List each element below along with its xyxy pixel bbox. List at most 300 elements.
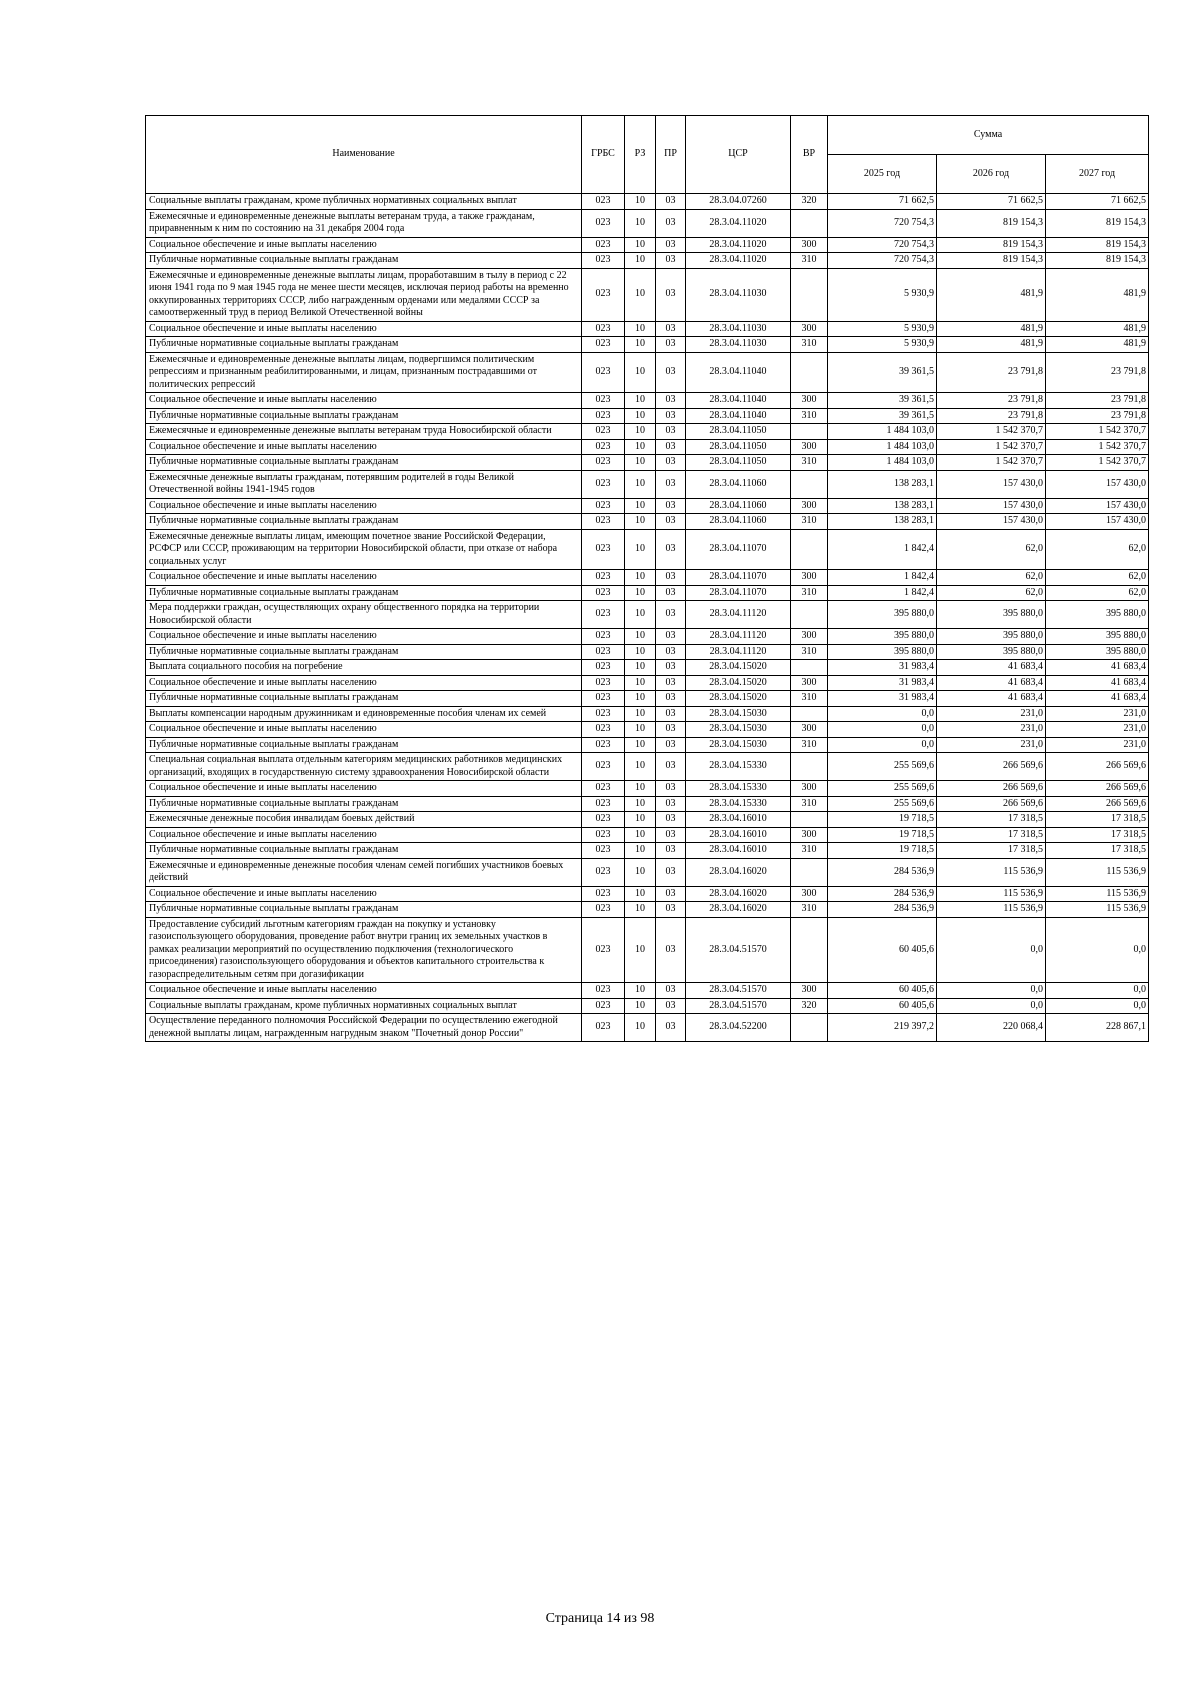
header-year-2026: 2026 год [937,155,1046,194]
row-pr-cell: 03 [656,321,686,337]
table-body [146,194,1149,1042]
row-name-cell: Ежемесячные и единовременные денежные выплаты ветеранам труда Новосибирской области [146,424,582,440]
row-amount-2025: 5 930,9 [828,321,937,337]
row-amount-2026: 266 569,6 [937,753,1046,781]
header-pr: ПР [656,116,686,194]
row-csr-cell: 28.3.04.15030 [686,706,791,722]
row-pr-cell: 03 [656,455,686,471]
row-vr-cell: 300 [791,498,828,514]
row-grbs-cell: 023 [582,439,625,455]
header-vr: ВР [791,116,828,194]
row-rz-cell: 10 [625,601,656,629]
row-amount-2027: 115 536,9 [1046,886,1149,902]
row-amount-2027: 41 683,4 [1046,691,1149,707]
table-row [146,886,1149,902]
row-csr-cell: 28.3.04.07260 [686,194,791,210]
row-pr-cell: 03 [656,498,686,514]
row-rz-cell: 10 [625,585,656,601]
row-rz-cell: 10 [625,393,656,409]
row-rz-cell: 10 [625,753,656,781]
row-vr-cell: 310 [791,337,828,353]
row-pr-cell: 03 [656,439,686,455]
row-csr-cell: 28.3.04.11030 [686,268,791,321]
row-amount-2026: 395 880,0 [937,601,1046,629]
row-pr-cell: 03 [656,629,686,645]
row-amount-2026: 231,0 [937,737,1046,753]
row-csr-cell: 28.3.04.15030 [686,722,791,738]
row-name-cell: Социальное обеспечение и иные выплаты населению [146,321,582,337]
row-rz-cell: 10 [625,781,656,797]
row-pr-cell: 03 [656,858,686,886]
row-rz-cell: 10 [625,194,656,210]
row-grbs-cell: 023 [582,722,625,738]
row-vr-cell [791,424,828,440]
row-name-cell: Социальное обеспечение и иные выплаты населению [146,629,582,645]
row-amount-2027: 62,0 [1046,585,1149,601]
row-rz-cell: 10 [625,691,656,707]
row-amount-2025: 255 569,6 [828,753,937,781]
row-csr-cell: 28.3.04.11020 [686,253,791,269]
row-csr-cell: 28.3.04.15020 [686,675,791,691]
row-amount-2025: 60 405,6 [828,917,937,983]
row-csr-cell: 28.3.04.11120 [686,644,791,660]
row-csr-cell: 28.3.04.51570 [686,998,791,1014]
row-amount-2026: 17 318,5 [937,843,1046,859]
row-amount-2025: 0,0 [828,737,937,753]
row-amount-2025: 39 361,5 [828,352,937,393]
row-amount-2027: 395 880,0 [1046,629,1149,645]
row-vr-cell: 300 [791,439,828,455]
row-grbs-cell: 023 [582,737,625,753]
table-row [146,827,1149,843]
row-amount-2025: 5 930,9 [828,337,937,353]
row-name-cell: Публичные нормативные социальные выплаты гражданам [146,337,582,353]
row-amount-2025: 0,0 [828,706,937,722]
row-name-cell: Ежемесячные денежные выплаты лицам, имеющим почетное звание Российской Федерации, РСФСР или СССР, проживающим на территории Новосибирской области, при отказе от набора социальных услуг [146,529,582,570]
row-grbs-cell: 023 [582,209,625,237]
row-csr-cell: 28.3.04.51570 [686,917,791,983]
row-grbs-cell: 023 [582,237,625,253]
row-csr-cell: 28.3.04.16010 [686,827,791,843]
row-name-cell: Социальное обеспечение и иные выплаты населению [146,393,582,409]
row-amount-2026: 266 569,6 [937,781,1046,797]
row-amount-2026: 266 569,6 [937,796,1046,812]
row-amount-2026: 395 880,0 [937,629,1046,645]
row-pr-cell: 03 [656,998,686,1014]
row-pr-cell: 03 [656,601,686,629]
row-amount-2025: 19 718,5 [828,827,937,843]
row-amount-2027: 1 542 370,7 [1046,455,1149,471]
row-amount-2026: 157 430,0 [937,514,1046,530]
row-amount-2027: 481,9 [1046,268,1149,321]
row-vr-cell: 300 [791,237,828,253]
row-rz-cell: 10 [625,268,656,321]
row-name-cell: Ежемесячные и единовременные денежные выплаты лицам, подвергшимся политическим репрессиям и признанным реабилитированными, и лицам, признанным пострадавшими от политических репрессий [146,352,582,393]
row-grbs-cell: 023 [582,408,625,424]
row-rz-cell: 10 [625,917,656,983]
row-pr-cell: 03 [656,529,686,570]
row-rz-cell: 10 [625,812,656,828]
table-row [146,268,1149,321]
row-grbs-cell: 023 [582,827,625,843]
row-amount-2026: 395 880,0 [937,644,1046,660]
row-amount-2026: 1 542 370,7 [937,424,1046,440]
row-name-cell: Публичные нормативные социальные выплаты гражданам [146,691,582,707]
row-csr-cell: 28.3.04.16020 [686,902,791,918]
row-amount-2027: 157 430,0 [1046,514,1149,530]
table-row [146,352,1149,393]
row-amount-2026: 23 791,8 [937,393,1046,409]
row-pr-cell: 03 [656,691,686,707]
row-amount-2025: 219 397,2 [828,1014,937,1042]
table-row [146,737,1149,753]
row-name-cell: Ежемесячные и единовременные денежные выплаты ветеранам труда, а также гражданам, приравненным к ним по состоянию на 31 декабря 2004 года [146,209,582,237]
row-amount-2026: 115 536,9 [937,886,1046,902]
row-amount-2025: 60 405,6 [828,983,937,999]
row-amount-2027: 41 683,4 [1046,660,1149,676]
row-amount-2027: 23 791,8 [1046,352,1149,393]
row-amount-2027: 17 318,5 [1046,827,1149,843]
row-pr-cell: 03 [656,796,686,812]
row-amount-2027: 1 542 370,7 [1046,424,1149,440]
row-grbs-cell: 023 [582,660,625,676]
row-amount-2026: 220 068,4 [937,1014,1046,1042]
row-grbs-cell: 023 [582,812,625,828]
row-pr-cell: 03 [656,194,686,210]
row-amount-2025: 1 842,4 [828,570,937,586]
row-amount-2027: 62,0 [1046,570,1149,586]
row-csr-cell: 28.3.04.11070 [686,570,791,586]
row-rz-cell: 10 [625,570,656,586]
row-amount-2027: 266 569,6 [1046,796,1149,812]
row-amount-2026: 71 662,5 [937,194,1046,210]
row-vr-cell: 310 [791,737,828,753]
row-vr-cell [791,1014,828,1042]
row-vr-cell [791,812,828,828]
row-grbs-cell: 023 [582,902,625,918]
row-vr-cell: 300 [791,722,828,738]
row-csr-cell: 28.3.04.11120 [686,629,791,645]
row-vr-cell: 300 [791,781,828,797]
row-amount-2025: 0,0 [828,722,937,738]
row-rz-cell: 10 [625,796,656,812]
row-csr-cell: 28.3.04.11040 [686,393,791,409]
row-amount-2026: 17 318,5 [937,827,1046,843]
row-pr-cell: 03 [656,352,686,393]
table-row [146,812,1149,828]
row-csr-cell: 28.3.04.51570 [686,983,791,999]
table-row [146,237,1149,253]
row-csr-cell: 28.3.04.15030 [686,737,791,753]
row-vr-cell: 310 [791,691,828,707]
row-amount-2027: 481,9 [1046,321,1149,337]
row-csr-cell: 28.3.04.11020 [686,209,791,237]
row-amount-2026: 62,0 [937,570,1046,586]
row-pr-cell: 03 [656,268,686,321]
row-rz-cell: 10 [625,424,656,440]
row-vr-cell [791,470,828,498]
row-name-cell: Публичные нормативные социальные выплаты гражданам [146,514,582,530]
row-name-cell: Социальные выплаты гражданам, кроме публичных нормативных социальных выплат [146,194,582,210]
header-name: Наименование [146,116,582,194]
row-vr-cell: 310 [791,644,828,660]
row-csr-cell: 28.3.04.11070 [686,529,791,570]
row-pr-cell: 03 [656,812,686,828]
row-rz-cell: 10 [625,1014,656,1042]
row-name-cell: Публичные нормативные социальные выплаты гражданам [146,796,582,812]
row-csr-cell: 28.3.04.11060 [686,514,791,530]
row-grbs-cell: 023 [582,843,625,859]
row-amount-2027: 819 154,3 [1046,237,1149,253]
row-name-cell: Социальное обеспечение и иные выплаты населению [146,983,582,999]
row-vr-cell [791,268,828,321]
row-grbs-cell: 023 [582,983,625,999]
table-row [146,408,1149,424]
row-amount-2025: 1 842,4 [828,529,937,570]
row-amount-2026: 0,0 [937,983,1046,999]
row-amount-2027: 71 662,5 [1046,194,1149,210]
row-amount-2025: 39 361,5 [828,408,937,424]
row-name-cell: Публичные нормативные социальные выплаты гражданам [146,843,582,859]
row-amount-2025: 1 484 103,0 [828,424,937,440]
row-name-cell: Выплата социального пособия на погребение [146,660,582,676]
row-name-cell: Социальное обеспечение и иные выплаты населению [146,827,582,843]
row-amount-2027: 17 318,5 [1046,843,1149,859]
row-grbs-cell: 023 [582,858,625,886]
row-rz-cell: 10 [625,455,656,471]
row-csr-cell: 28.3.04.16020 [686,886,791,902]
row-name-cell: Публичные нормативные социальные выплаты гражданам [146,253,582,269]
row-amount-2025: 1 484 103,0 [828,439,937,455]
row-amount-2025: 255 569,6 [828,781,937,797]
row-csr-cell: 28.3.04.11050 [686,424,791,440]
row-rz-cell: 10 [625,629,656,645]
row-name-cell: Выплаты компенсации народным дружинникам и единовременные пособия членам их семей [146,706,582,722]
row-amount-2026: 231,0 [937,722,1046,738]
row-pr-cell: 03 [656,393,686,409]
row-name-cell: Публичные нормативные социальные выплаты гражданам [146,737,582,753]
row-amount-2025: 395 880,0 [828,601,937,629]
row-pr-cell: 03 [656,843,686,859]
row-grbs-cell: 023 [582,498,625,514]
row-grbs-cell: 023 [582,321,625,337]
row-name-cell: Публичные нормативные социальные выплаты гражданам [146,585,582,601]
row-amount-2026: 481,9 [937,268,1046,321]
row-csr-cell: 28.3.04.15330 [686,781,791,797]
row-pr-cell: 03 [656,585,686,601]
row-amount-2026: 1 542 370,7 [937,439,1046,455]
row-name-cell: Предоставление субсидий льготным категориям граждан на покупку и установку газоиспользующего оборудования, проведение работ внутри границ их земельных участков в рамках реализации мероприятий по осуществлению подключения (технологического присоединения) газоиспользующего оборудования и объектов капитального строительства к газораспределительным сетям при догазификации [146,917,582,983]
row-amount-2025: 31 983,4 [828,675,937,691]
row-csr-cell: 28.3.04.11030 [686,321,791,337]
row-pr-cell: 03 [656,237,686,253]
row-vr-cell: 300 [791,321,828,337]
row-rz-cell: 10 [625,529,656,570]
row-csr-cell: 28.3.04.16020 [686,858,791,886]
row-amount-2026: 0,0 [937,998,1046,1014]
row-amount-2027: 115 536,9 [1046,858,1149,886]
row-vr-cell [791,529,828,570]
row-grbs-cell: 023 [582,424,625,440]
row-name-cell: Ежемесячные денежные выплаты гражданам, потерявшим родителей в годы Великой Отечественной войны 1941-1945 годов [146,470,582,498]
row-vr-cell: 300 [791,983,828,999]
row-rz-cell: 10 [625,983,656,999]
row-amount-2025: 31 983,4 [828,691,937,707]
row-amount-2025: 720 754,3 [828,237,937,253]
row-vr-cell [791,209,828,237]
row-grbs-cell: 023 [582,796,625,812]
row-amount-2026: 819 154,3 [937,209,1046,237]
row-rz-cell: 10 [625,827,656,843]
row-name-cell: Осуществление переданного полномочия Российской Федерации по осуществлению ежегодной денежной выплаты лицам, награжденным нагрудным знаком "Почетный донор России" [146,1014,582,1042]
row-rz-cell: 10 [625,902,656,918]
row-vr-cell [791,352,828,393]
row-vr-cell: 310 [791,455,828,471]
row-grbs-cell: 023 [582,691,625,707]
row-rz-cell: 10 [625,237,656,253]
row-amount-2025: 71 662,5 [828,194,937,210]
row-csr-cell: 28.3.04.11060 [686,470,791,498]
row-pr-cell: 03 [656,706,686,722]
row-name-cell: Ежемесячные и единовременные денежные пособия членам семей погибших участников боевых действий [146,858,582,886]
table-row [146,393,1149,409]
row-name-cell: Социальное обеспечение и иные выплаты населению [146,498,582,514]
table-row [146,675,1149,691]
row-amount-2027: 23 791,8 [1046,393,1149,409]
row-vr-cell: 320 [791,194,828,210]
row-rz-cell: 10 [625,722,656,738]
table-row [146,629,1149,645]
row-vr-cell [791,858,828,886]
row-name-cell: Публичные нормативные социальные выплаты гражданам [146,408,582,424]
row-amount-2025: 1 842,4 [828,585,937,601]
row-rz-cell: 10 [625,439,656,455]
row-amount-2025: 720 754,3 [828,253,937,269]
table-row [146,858,1149,886]
row-csr-cell: 28.3.04.11030 [686,337,791,353]
row-csr-cell: 28.3.04.15020 [686,691,791,707]
table-row [146,998,1149,1014]
row-amount-2025: 39 361,5 [828,393,937,409]
table-row [146,983,1149,999]
row-rz-cell: 10 [625,998,656,1014]
row-amount-2027: 23 791,8 [1046,408,1149,424]
row-csr-cell: 28.3.04.15330 [686,796,791,812]
row-amount-2026: 157 430,0 [937,498,1046,514]
row-amount-2027: 231,0 [1046,706,1149,722]
row-amount-2027: 819 154,3 [1046,253,1149,269]
row-amount-2027: 0,0 [1046,983,1149,999]
row-amount-2026: 23 791,8 [937,352,1046,393]
table-row [146,253,1149,269]
row-amount-2027: 228 867,1 [1046,1014,1149,1042]
row-rz-cell: 10 [625,321,656,337]
table-row [146,660,1149,676]
row-vr-cell: 310 [791,843,828,859]
row-rz-cell: 10 [625,352,656,393]
row-pr-cell: 03 [656,570,686,586]
row-pr-cell: 03 [656,983,686,999]
row-pr-cell: 03 [656,781,686,797]
row-vr-cell: 300 [791,675,828,691]
row-amount-2025: 1 484 103,0 [828,455,937,471]
row-rz-cell: 10 [625,337,656,353]
row-vr-cell [791,601,828,629]
row-grbs-cell: 023 [582,675,625,691]
row-name-cell: Социальные выплаты гражданам, кроме публичных нормативных социальных выплат [146,998,582,1014]
row-amount-2026: 481,9 [937,337,1046,353]
row-pr-cell: 03 [656,408,686,424]
table-row [146,753,1149,781]
row-rz-cell: 10 [625,644,656,660]
row-name-cell: Ежемесячные и единовременные денежные выплаты лицам, проработавшим в тылу в период с 22 июня 1941 года по 9 мая 1945 года не менее шести месяцев, исключая период работы на временно оккупированных территориях СССР, либо награжденным орденами или медалями СССР за самоотверженный труд в период Великой Отечественной войны [146,268,582,321]
row-pr-cell: 03 [656,753,686,781]
row-amount-2027: 231,0 [1046,722,1149,738]
row-amount-2026: 0,0 [937,917,1046,983]
row-grbs-cell: 023 [582,393,625,409]
row-amount-2026: 115 536,9 [937,858,1046,886]
row-amount-2027: 157 430,0 [1046,470,1149,498]
row-pr-cell: 03 [656,337,686,353]
row-pr-cell: 03 [656,644,686,660]
row-amount-2026: 115 536,9 [937,902,1046,918]
row-csr-cell: 28.3.04.52200 [686,1014,791,1042]
row-amount-2025: 138 283,1 [828,514,937,530]
row-csr-cell: 28.3.04.16010 [686,812,791,828]
row-rz-cell: 10 [625,737,656,753]
row-csr-cell: 28.3.04.15330 [686,753,791,781]
table-row [146,722,1149,738]
page-number: Страница 14 из 98 [545,1611,655,1626]
row-amount-2025: 19 718,5 [828,812,937,828]
row-grbs-cell: 023 [582,706,625,722]
row-amount-2027: 62,0 [1046,529,1149,570]
row-name-cell: Публичные нормативные социальные выплаты гражданам [146,644,582,660]
row-rz-cell: 10 [625,408,656,424]
row-grbs-cell: 023 [582,470,625,498]
row-grbs-cell: 023 [582,194,625,210]
row-amount-2027: 41 683,4 [1046,675,1149,691]
row-grbs-cell: 023 [582,753,625,781]
row-vr-cell: 320 [791,998,828,1014]
row-vr-cell: 310 [791,408,828,424]
row-grbs-cell: 023 [582,570,625,586]
row-vr-cell [791,917,828,983]
table-row [146,585,1149,601]
row-amount-2027: 819 154,3 [1046,209,1149,237]
row-name-cell: Социальное обеспечение и иные выплаты населению [146,886,582,902]
table-row [146,917,1149,983]
table-row [146,439,1149,455]
table-row [146,706,1149,722]
row-amount-2025: 60 405,6 [828,998,937,1014]
header-year-2027: 2027 год [1046,155,1149,194]
row-pr-cell: 03 [656,660,686,676]
table-row [146,529,1149,570]
row-pr-cell: 03 [656,1014,686,1042]
table-row [146,514,1149,530]
row-vr-cell: 300 [791,886,828,902]
row-amount-2027: 395 880,0 [1046,644,1149,660]
row-name-cell: Ежемесячные денежные пособия инвалидам боевых действий [146,812,582,828]
row-amount-2027: 231,0 [1046,737,1149,753]
row-amount-2026: 62,0 [937,529,1046,570]
row-grbs-cell: 023 [582,1014,625,1042]
row-csr-cell: 28.3.04.16010 [686,843,791,859]
row-name-cell: Публичные нормативные социальные выплаты гражданам [146,902,582,918]
table-row [146,470,1149,498]
table-row [146,691,1149,707]
